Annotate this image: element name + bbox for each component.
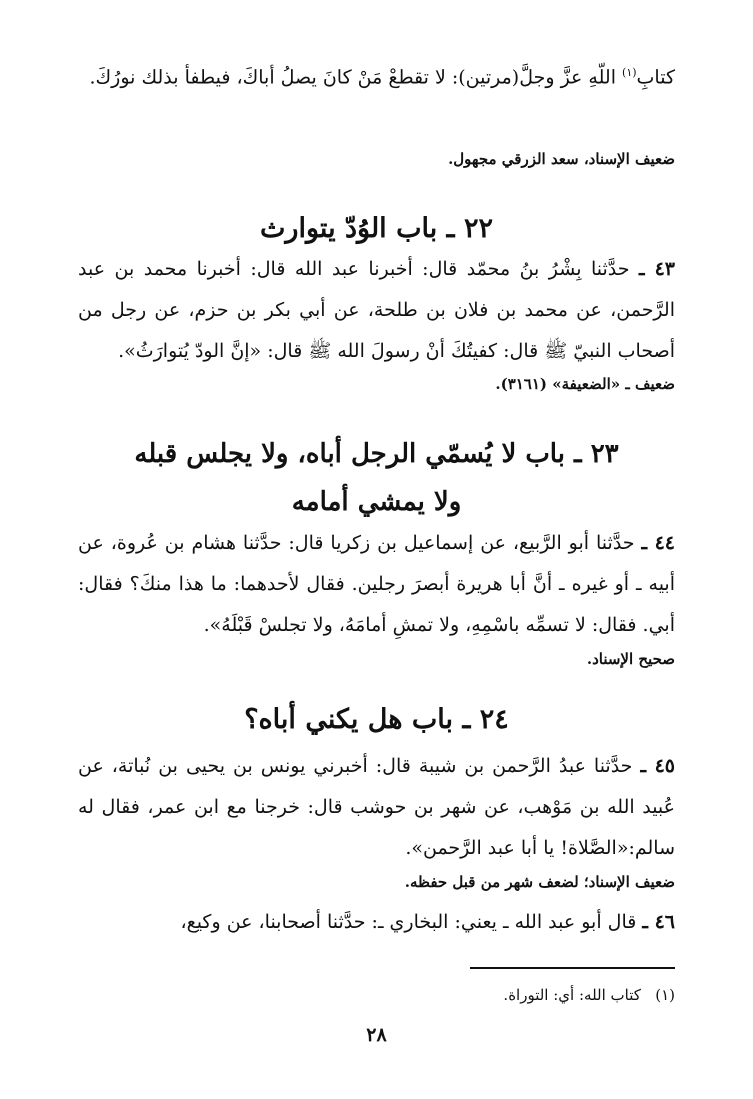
heading-line-2: ولا يمشي أمامه bbox=[291, 487, 462, 517]
hadith-number: ٤٥ ـ bbox=[640, 755, 675, 777]
hadith-text: حدَّثنا أبو الرَّبيع، عن إسماعيل بن زكريا قال: حدَّثنا هشام بن عُروة، عن أبيه ـ أو غيره ـ أنَّ أبا هريرة أبصرَ رجلين. فقال لأحدهما: ما هذا منكَ؟ فقال: أبي. فقال: لا تسمِّه باسْمِهِ، ولا تمشِ أمامَهُ، ولا تجلسْ قَبْلَهُ». bbox=[78, 532, 675, 636]
opening-paragraph bbox=[78, 52, 675, 98]
hadith-number: ٤٤ ـ bbox=[641, 532, 676, 554]
hadith-46 bbox=[78, 902, 675, 943]
chapter-heading-22: ٢٢ ـ باب الوُدّ يتوارث bbox=[260, 213, 493, 244]
page-number: ٢٨ bbox=[366, 1024, 387, 1046]
hadith-45 bbox=[78, 746, 675, 869]
footnote-text: كتاب الله: أي: التوراة. bbox=[503, 986, 641, 1004]
hadith-44-grade: صحيح الإسناد. bbox=[586, 650, 675, 668]
hadith-text: قال أبو عبد الله ـ يعني: البخاري ـ: حدَّثنا أصحابنا، عن وكيع، bbox=[180, 911, 637, 933]
opening-grade: ضعيف الإسناد، سعد الزرقي مجهول. bbox=[448, 150, 675, 168]
hadith-43 bbox=[78, 249, 675, 372]
footnote-marker: (١) bbox=[655, 986, 675, 1004]
footnote-divider bbox=[470, 967, 675, 969]
opening-text-start: كتابِ bbox=[636, 66, 675, 89]
hadith-text: حدَّثنا بِشْرُ بنُ محمّد قال: أخبرنا عبد الله قال: أخبرنا محمد بن عبد الرَّحمن، عن محمد بن فلان بن طلحة، عن أبي بكر بن حزم، عن رجل من أصحاب النبيّ ﷺ قال: كفيتُكَ أنْ رسولَ الله ﷺ قال: «إنَّ الودّ يُتوارَثُ». bbox=[78, 258, 675, 362]
hadith-number: ٤٦ ـ bbox=[642, 911, 675, 933]
hadith-45-grade: ضعيف الإسناد؛ لضعف شهر من قبل حفظه. bbox=[404, 873, 675, 891]
heading-line-1: ٢٣ ـ باب لا يُسمّي الرجل أباه، ولا يجلس قبله bbox=[134, 439, 619, 469]
hadith-number: ٤٣ ـ bbox=[638, 258, 675, 280]
hadith-43-grade: ضعيف ـ «الضعيفة» (٣١٦١). bbox=[495, 375, 675, 393]
footnote-reference[interactable]: (١) bbox=[622, 66, 637, 79]
opening-text-end: اللّهِ عزَّ وجلَّ(مرتين): لا تقطعْ مَنْ كانَ يصلُ أباكَ، فيطفأ بذلك نورُكَ. bbox=[89, 66, 623, 89]
chapter-heading-23 bbox=[60, 430, 693, 526]
footnote bbox=[78, 984, 675, 1006]
hadith-44 bbox=[78, 523, 675, 646]
hadith-text: حدَّثنا عبدُ الرَّحمن بن شيبة قال: أخبرني يونس بن يحيى بن نُباتة، عن عُبيد الله بن مَوْهب، عن شهر بن حوشب قال: خرجنا مع ابن عمر، فقال له سالم:«الصَّلاة! يا أبا عبد الرَّحمن». bbox=[78, 755, 675, 859]
chapter-heading-24: ٢٤ ـ باب هل يكني أباه؟ bbox=[244, 704, 509, 735]
